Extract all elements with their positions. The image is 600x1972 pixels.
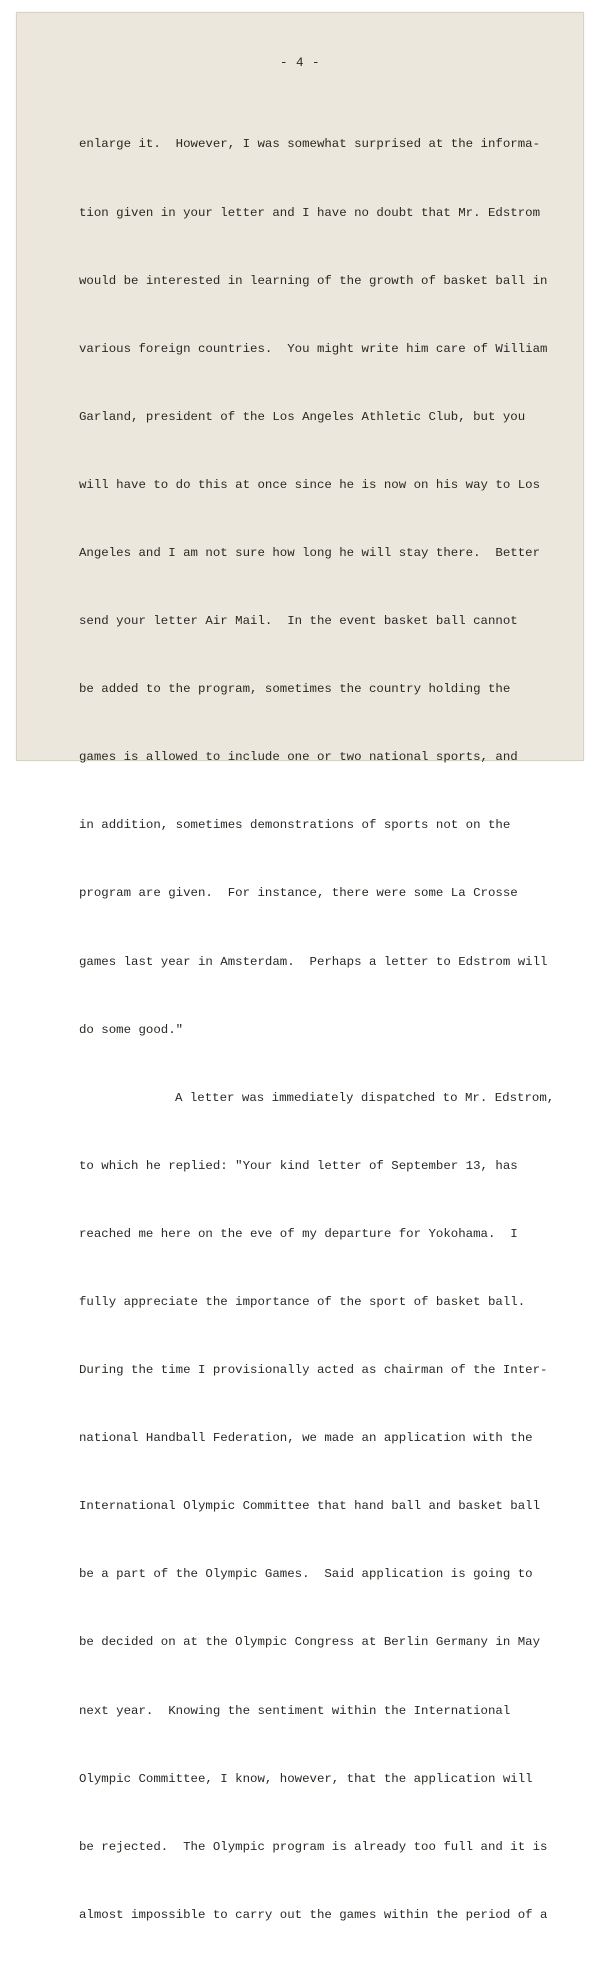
text-line: do some good." bbox=[79, 1022, 184, 1037]
text-line: games is allowed to include one or two national sports, and bbox=[79, 750, 518, 765]
document-body bbox=[79, 88, 555, 1972]
text-line: games last year in Amsterdam. Perhaps a letter to Edstrom will bbox=[79, 954, 548, 969]
text-line: During the time I provisionally acted as chairman of the Inter- bbox=[79, 1363, 548, 1378]
text-line: International Olympic Committee that hand ball and basket ball bbox=[79, 1499, 541, 1514]
paragraph-start-line: A letter was immediately dispatched to Mr. Edstrom, bbox=[175, 1090, 555, 1105]
text-line: would be interested in learning of the growth of basket ball in bbox=[79, 273, 548, 288]
text-line: be a part of the Olympic Games. Said application is going to bbox=[79, 1567, 533, 1582]
text-line: Angeles and I am not sure how long he will stay there. Better bbox=[79, 545, 541, 560]
text-line: Olympic Committee, I know, however, that the application will bbox=[79, 1771, 533, 1786]
text-line: enlarge it. However, I was somewhat surprised at the informa- bbox=[79, 137, 541, 152]
text-line: send your letter Air Mail. In the event basket ball cannot bbox=[79, 614, 518, 629]
text-line: be added to the program, sometimes the country holding the bbox=[79, 682, 511, 697]
text-line: tion given in your letter and I have no doubt that Mr. Edstrom bbox=[79, 205, 541, 220]
text-line: be decided on at the Olympic Congress at Berlin Germany in May bbox=[79, 1635, 541, 1650]
text-line: program are given. For instance, there were some La Crosse bbox=[79, 886, 518, 901]
text-line: will have to do this at once since he is now on his way to Los bbox=[79, 477, 541, 492]
text-line: reached me here on the eve of my departure for Yokohama. I bbox=[79, 1226, 518, 1241]
text-line: various foreign countries. You might write him care of William bbox=[79, 341, 548, 356]
page-number: - 4 - bbox=[279, 56, 320, 70]
text-line: be rejected. The Olympic program is already too full and it is bbox=[79, 1839, 548, 1854]
text-line: almost impossible to carry out the games within the period of a bbox=[79, 1907, 548, 1922]
text-line: fully appreciate the importance of the sport of basket ball. bbox=[79, 1295, 526, 1309]
text-line: Garland, president of the Los Angeles Athletic Club, but you bbox=[79, 409, 526, 424]
text-line: in addition, sometimes demonstrations of sports not on the bbox=[79, 818, 511, 833]
text-line: next year. Knowing the sentiment within the International bbox=[79, 1703, 511, 1718]
text-line: national Handball Federation, we made an application with the bbox=[79, 1431, 533, 1446]
text-line: to which he replied: "Your kind letter of September 13, has bbox=[79, 1158, 518, 1173]
